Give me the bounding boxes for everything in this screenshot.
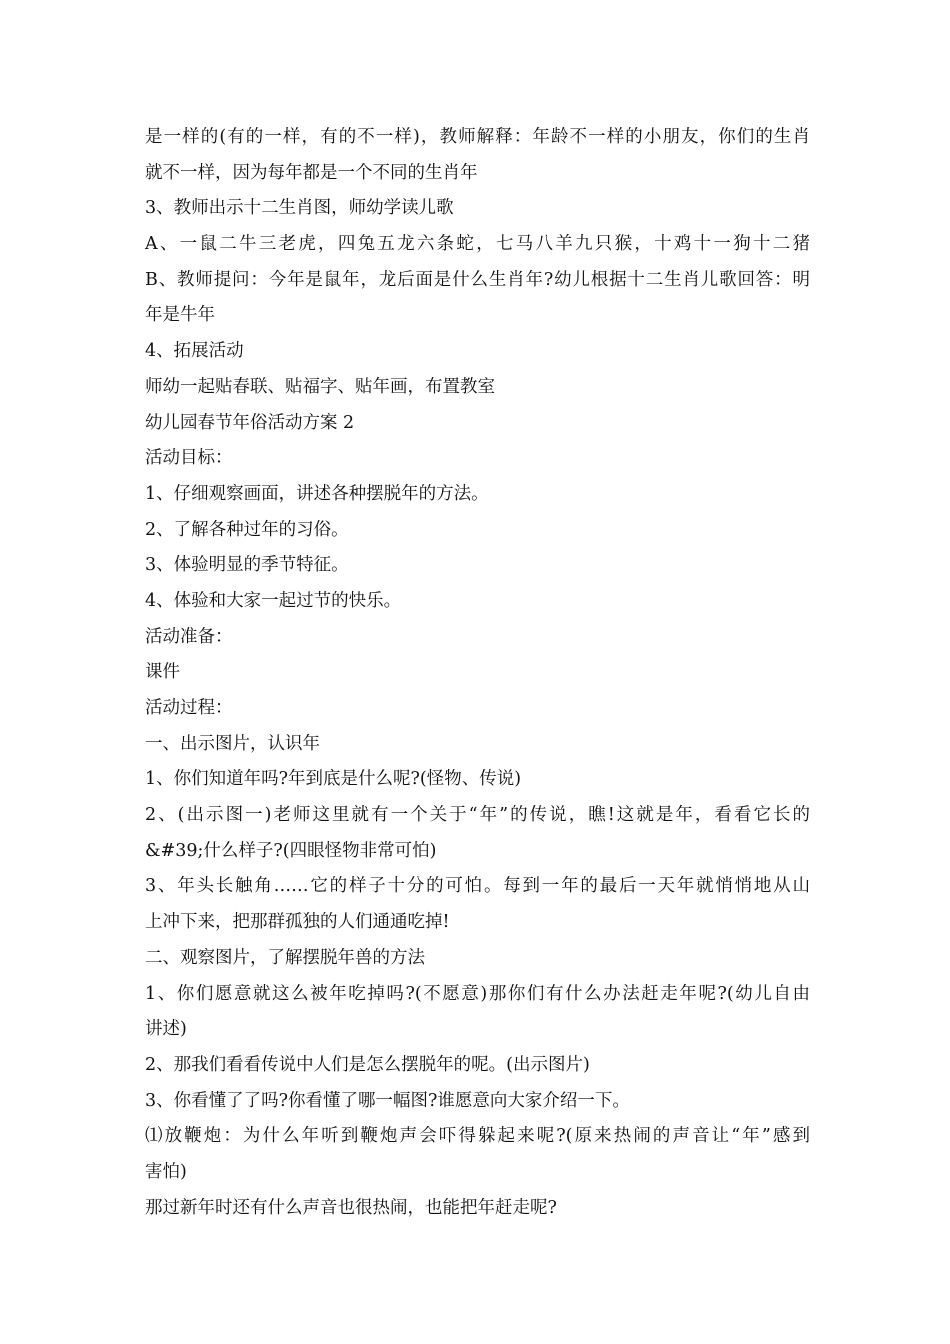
text-line: 4、拓展活动 bbox=[145, 341, 244, 362]
text-line: 年是牛年 bbox=[145, 305, 215, 326]
text-line: 2、那我们看看传说中人们是怎么摆脱年的呢。(出示图片) bbox=[145, 1054, 590, 1075]
text-line: 活动准备： bbox=[145, 626, 233, 647]
text-line: 活动过程： bbox=[145, 698, 233, 718]
text-line: 是一样的(有的一样，有的不一样)，教师解释：年龄不一样的小朋友，你们的生肖 bbox=[145, 127, 810, 147]
text-line: 二、观察图片，了解摆脱年兽的方法 bbox=[145, 947, 425, 968]
text-line: B、教师提问：今年是鼠年，龙后面是什么生肖年?幼儿根据十二生肖儿歌回答：明 bbox=[145, 269, 810, 290]
document-body bbox=[145, 120, 810, 1226]
text-line: ⑴放鞭炮：为什么年听到鞭炮声会吓得躲起来呢?(原来热闹的声音让“年”感到 bbox=[145, 1126, 810, 1147]
text-line: 1、你们愿意就这么被年吃掉吗?(不愿意)那你们有什么办法赶走年呢?(幼儿自由 bbox=[145, 983, 810, 1004]
text-line: 3、你看懂了了吗?你看懂了哪一幅图?谁愿意向大家介绍一下。 bbox=[145, 1090, 630, 1111]
text-line: 那过新年时还有什么声音也很热闹，也能把年赶走呢? bbox=[145, 1197, 557, 1218]
text-line: 2、(出示图一)老师这里就有一个关于“年”的传说，瞧!这就是年，看看它长的 bbox=[145, 805, 810, 826]
text-line: 4、体验和大家一起过节的快乐。 bbox=[145, 590, 402, 611]
text-line: 上冲下来，把那群孤独的人们通通吃掉! bbox=[145, 912, 450, 933]
text-line: 课件 bbox=[145, 662, 180, 683]
text-line: 一、出示图片，认识年 bbox=[145, 733, 320, 754]
text-line: 害怕) bbox=[145, 1161, 187, 1182]
text-line: 师幼一起贴春联、贴福字、贴年画，布置教室 bbox=[145, 376, 495, 397]
text-line: 3、教师出示十二生肖图，师幼学读儿歌 bbox=[145, 198, 454, 219]
text-line: &#39;什么样子?(四眼怪物非常可怕) bbox=[145, 840, 437, 861]
text-line: 1、仔细观察画面，讲述各种摆脱年的方法。 bbox=[145, 483, 489, 504]
text-line: 3、年头长触角……它的样子十分的可怕。每到一年的最后一天年就悄悄地从山 bbox=[145, 876, 810, 897]
text-line: 讲述) bbox=[145, 1019, 187, 1040]
text-line: 3、体验明显的季节特征。 bbox=[145, 555, 349, 576]
text-line: 就不一样，因为每年都是一个不同的生肖年 bbox=[145, 162, 478, 183]
section-title: 幼儿园春节年俗活动方案 2 bbox=[145, 412, 355, 433]
text-line: A、一鼠二牛三老虎，四兔五龙六条蛇，七马八羊九只猴，十鸡十一狗十二猪 bbox=[145, 234, 810, 255]
text-line: 活动目标： bbox=[145, 448, 233, 469]
text-line: 1、你们知道年吗?年到底是什么呢?(怪物、传说) bbox=[145, 769, 522, 790]
text-line: 2、了解各种过年的习俗。 bbox=[145, 519, 349, 540]
